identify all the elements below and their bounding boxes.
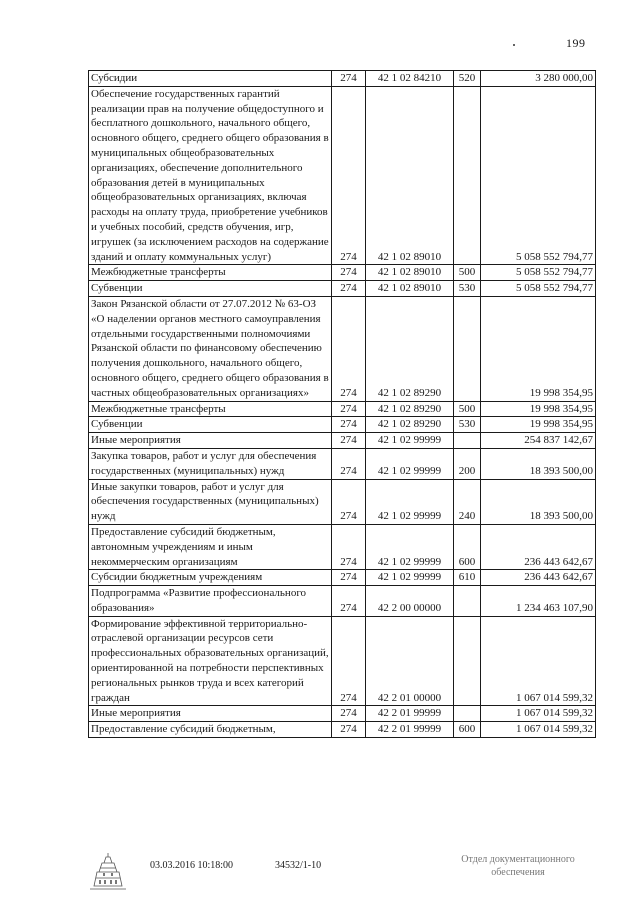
row-name: Иные мероприятия <box>89 706 332 722</box>
table-row <box>89 722 596 738</box>
row-name: Субвенции <box>89 281 332 297</box>
table-row <box>89 706 596 722</box>
table-row <box>89 570 596 586</box>
row-name: Закупка товаров, работ и услуг для обеспечения государственных (муниципальных) нужд <box>89 448 332 479</box>
row-ved: 274 <box>332 401 366 417</box>
row-csr: 42 1 02 89290 <box>366 417 454 433</box>
row-vr: 200 <box>454 448 481 479</box>
row-amount: 1 234 463 107,90 <box>481 586 596 617</box>
row-ved: 274 <box>332 71 366 87</box>
row-ved: 274 <box>332 616 366 706</box>
row-name: Формирование эффективной территориально-отраслевой организации ресурсов сети профессиональных образовательных организаций, ориентированной на потребности перспективных региональных рынков труда и всех категорий граждан <box>89 616 332 706</box>
row-ved: 274 <box>332 570 366 586</box>
row-vr: 530 <box>454 281 481 297</box>
row-amount: 1 067 014 599,32 <box>481 616 596 706</box>
table-row <box>89 616 596 706</box>
row-amount: 19 998 354,95 <box>481 417 596 433</box>
row-name: Предоставление субсидий бюджетным, <box>89 722 332 738</box>
table-row <box>89 86 596 265</box>
row-vr: 600 <box>454 524 481 569</box>
row-csr: 42 1 02 99999 <box>366 570 454 586</box>
table-row <box>89 448 596 479</box>
row-ved: 274 <box>332 296 366 401</box>
row-csr: 42 1 02 99999 <box>366 524 454 569</box>
row-name: Подпрограмма «Развитие профессионального образования» <box>89 586 332 617</box>
row-vr: 500 <box>454 265 481 281</box>
row-csr: 42 2 00 00000 <box>366 586 454 617</box>
row-vr: 610 <box>454 570 481 586</box>
row-name: Субсидии <box>89 71 332 87</box>
row-csr: 42 1 02 99999 <box>366 479 454 524</box>
row-amount: 236 443 642,67 <box>481 524 596 569</box>
page-number: 199 <box>566 36 586 50</box>
row-name: Иные закупки товаров, работ и услуг для обеспечения государственных (муниципальных) нужд <box>89 479 332 524</box>
row-name: Субсидии бюджетным учреждениям <box>89 570 332 586</box>
table-row <box>89 401 596 417</box>
row-vr: 520 <box>454 71 481 87</box>
coat-of-arms-icon <box>88 852 128 890</box>
row-csr: 42 2 01 00000 <box>366 616 454 706</box>
row-vr <box>454 433 481 449</box>
row-amount: 19 998 354,95 <box>481 401 596 417</box>
row-amount: 5 058 552 794,77 <box>481 86 596 265</box>
row-csr: 42 1 02 84210 <box>366 71 454 87</box>
row-amount: 236 443 642,67 <box>481 570 596 586</box>
row-name: Субвенции <box>89 417 332 433</box>
row-csr: 42 1 02 99999 <box>366 448 454 479</box>
row-ved: 274 <box>332 586 366 617</box>
row-amount: 18 393 500,00 <box>481 479 596 524</box>
row-vr <box>454 586 481 617</box>
row-ved: 274 <box>332 417 366 433</box>
row-ved: 274 <box>332 265 366 281</box>
row-vr <box>454 616 481 706</box>
row-amount: 5 058 552 794,77 <box>481 281 596 297</box>
table-row <box>89 281 596 297</box>
row-vr: 500 <box>454 401 481 417</box>
row-amount: 3 280 000,00 <box>481 71 596 87</box>
table-row <box>89 524 596 569</box>
budget-table <box>88 70 596 738</box>
row-ved: 274 <box>332 433 366 449</box>
row-name: Закон Рязанской области от 27.07.2012 № 63-ОЗ «О наделении органов местного самоуправления отдельными государственными полномочиями Рязанской области по финансовому обеспечению получения дошкольного, начального общего, основного общего, среднего общего образования в частных общеобразовательных организациях» <box>89 296 332 401</box>
row-ved: 274 <box>332 86 366 265</box>
row-csr: 42 2 01 99999 <box>366 706 454 722</box>
row-amount: 1 067 014 599,32 <box>481 722 596 738</box>
row-vr: 240 <box>454 479 481 524</box>
table-row <box>89 586 596 617</box>
row-vr: 600 <box>454 722 481 738</box>
table-row <box>89 479 596 524</box>
row-amount: 5 058 552 794,77 <box>481 265 596 281</box>
row-ved: 274 <box>332 524 366 569</box>
table-row <box>89 71 596 87</box>
row-csr: 42 2 01 99999 <box>366 722 454 738</box>
footer-doc-number: 34532/1-10 <box>275 860 322 871</box>
row-name: Межбюджетные трансферты <box>89 265 332 281</box>
row-csr: 42 1 02 89290 <box>366 401 454 417</box>
scan-speck <box>513 44 515 46</box>
row-csr: 42 1 02 89290 <box>366 296 454 401</box>
row-ved: 274 <box>332 479 366 524</box>
row-vr: 530 <box>454 417 481 433</box>
row-ved: 274 <box>332 722 366 738</box>
row-amount: 1 067 014 599,32 <box>481 706 596 722</box>
table-row <box>89 433 596 449</box>
row-ved: 274 <box>332 281 366 297</box>
row-csr: 42 1 02 89010 <box>366 281 454 297</box>
row-amount: 18 393 500,00 <box>481 448 596 479</box>
footer-datetime: 03.03.2016 10:18:00 <box>150 860 234 871</box>
row-name: Обеспечение государственных гарантий реализации прав на получение общедоступного и бесплатного дошкольного, начального общего, основного общего, среднего общего образования в муниципальных общеобразовательных организациях, обеспечение дополнительного образования детей в муниципальных общеобразовательных организациях, включая расходы на оплату труда, приобретение учебников и учебных пособий, средств обучения, игр, игрушек (за исключением расходов на содержание зданий и оплату коммунальных услуг) <box>89 86 332 265</box>
row-ved: 274 <box>332 448 366 479</box>
row-vr <box>454 296 481 401</box>
row-csr: 42 1 02 99999 <box>366 433 454 449</box>
row-csr: 42 1 02 89010 <box>366 265 454 281</box>
row-vr <box>454 86 481 265</box>
row-amount: 19 998 354,95 <box>481 296 596 401</box>
row-name: Предоставление субсидий бюджетным, автономным учреждениям и иным некоммерческим организациям <box>89 524 332 569</box>
row-vr <box>454 706 481 722</box>
footer-department-stamp: Отдел документационного обеспечения <box>461 854 575 878</box>
row-name: Межбюджетные трансферты <box>89 401 332 417</box>
row-name: Иные мероприятия <box>89 433 332 449</box>
row-csr: 42 1 02 89010 <box>366 86 454 265</box>
table-row <box>89 417 596 433</box>
table-row <box>89 296 596 401</box>
row-ved: 274 <box>332 706 366 722</box>
row-amount: 254 837 142,67 <box>481 433 596 449</box>
table-row <box>89 265 596 281</box>
